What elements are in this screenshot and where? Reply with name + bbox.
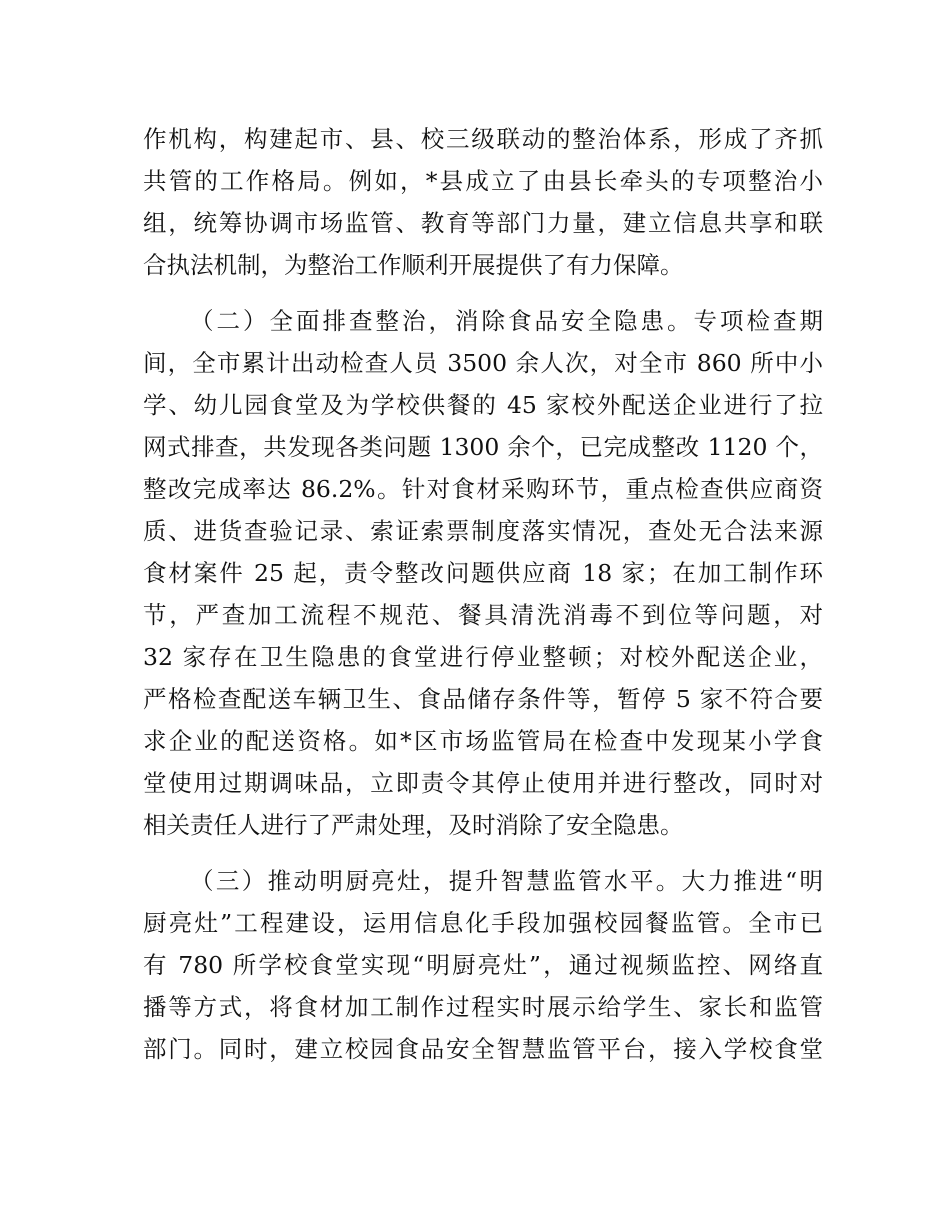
text-line: 节，严查加工流程不规范、餐具清洗消毒不到位等问题，对 — [143, 601, 823, 629]
text-line: 厨亮灶”工程建设，运用信息化手段加强校园餐监管。全市已 — [143, 909, 823, 937]
text-line: 32 家存在卫生隐患的食堂进行停业整顿；对校外配送企业， — [143, 643, 823, 671]
paragraph-intro-continuation — [143, 118, 823, 286]
text-line: 严格检查配送车辆卫生、食品储存条件等，暂停 5 家不符合要 — [143, 685, 823, 713]
paragraph-section-2 — [143, 300, 823, 846]
text-line: 组，统筹协调市场监管、教育等部门力量，建立信息共享和联 — [143, 209, 823, 237]
document-body — [143, 118, 823, 1084]
text-line: 整改完成率达 86.2%。针对食材采购环节，重点检查供应商资 — [143, 475, 823, 503]
text-line: 部门。同时，建立校园食品安全智慧监管平台，接入学校食堂 — [143, 1035, 823, 1063]
text-line: 作机构，构建起市、县、校三级联动的整治体系，形成了齐抓 — [143, 125, 823, 153]
paragraph-section-3 — [143, 860, 823, 1070]
text-line: 播等方式，将食材加工制作过程实时展示给学生、家长和监管 — [143, 993, 823, 1021]
text-line: 有 780 所学校食堂实现“明厨亮灶”，通过视频监控、网络直 — [143, 951, 823, 979]
section-3-heading-line: （三）推动明厨亮灶，提升智慧监管水平。大力推进“明 — [190, 867, 823, 895]
section-2-heading-line: （二）全面排查整治，消除食品安全隐患。专项检查期 — [190, 307, 823, 335]
text-line: 网式排查，共发现各类问题 1300 余个，已完成整改 1120 个， — [143, 433, 823, 461]
text-line: 质、进货查验记录、索证索票制度落实情况，查处无合法来源 — [143, 517, 823, 545]
text-line: 共管的工作格局。例如，*县成立了由县长牵头的专项整治小 — [143, 167, 823, 195]
text-line: 学、幼儿园食堂及为学校供餐的 45 家校外配送企业进行了拉 — [143, 391, 823, 419]
text-line: 堂使用过期调味品，立即责令其停止使用并进行整改，同时对 — [143, 769, 823, 797]
text-line: 间，全市累计出动检查人员 3500 余人次，对全市 860 所中小 — [143, 349, 823, 377]
text-line: 食材案件 25 起，责令整改问题供应商 18 家；在加工制作环 — [143, 559, 823, 587]
text-line: 合执法机制，为整治工作顺利开展提供了有力保障。 — [143, 251, 684, 279]
text-line: 求企业的配送资格。如*区市场监管局在检查中发现某小学食 — [143, 727, 823, 755]
text-line: 相关责任人进行了严肃处理，及时消除了安全隐患。 — [143, 811, 684, 839]
